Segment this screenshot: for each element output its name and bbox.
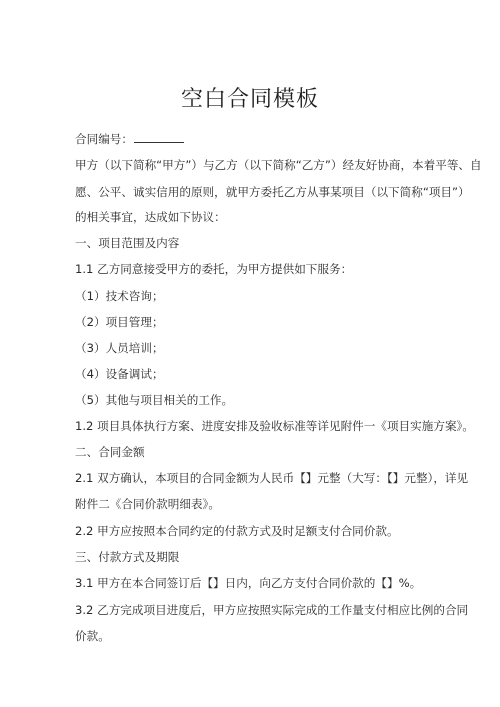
contract-number-line bbox=[75, 131, 435, 147]
list-item: （1）技术咨询； bbox=[75, 289, 164, 303]
list-item: （2）项目管理； bbox=[75, 315, 164, 329]
clause-line: 2.1 双方确认，本项目的合同金额为人民币【】元整（大写：【】元整），详见 bbox=[75, 471, 469, 485]
list-item: （5）其他与项目相关的工作。 bbox=[75, 393, 234, 407]
section-heading: 二、合同金额 bbox=[75, 445, 145, 459]
document-title: 空白合同模板 bbox=[180, 87, 319, 112]
clause-line: 1.2 项目具体执行方案、进度安排及验收标准等详见附件一《项目实施方案》。 bbox=[75, 419, 474, 433]
clause-line: 价款。 bbox=[75, 629, 110, 643]
list-item: （3）人员培训； bbox=[75, 341, 164, 355]
section-heading: 三、付款方式及期限 bbox=[75, 550, 180, 564]
list-item: （4）设备调试； bbox=[75, 367, 164, 381]
clause-line: 2.2 甲方应按照本合同约定的付款方式及时足额支付合同价款。 bbox=[75, 524, 399, 538]
section-heading: 一、项目范围及内容 bbox=[75, 236, 180, 250]
paragraph-line: 甲方（以下简称“甲方”）与乙方（以下简称“乙方”）经友好协商，本着平等、自 bbox=[75, 158, 482, 172]
clause-line: 3.1 甲方在本合同签订后【】日内，向乙方支付合同价款的【】%。 bbox=[75, 576, 422, 590]
clause-line: 附件二《合同价款明细表》。 bbox=[75, 497, 220, 511]
clause-line: 1.1 乙方同意接受甲方的委托，为甲方提供如下服务： bbox=[75, 262, 353, 276]
clause-line: 3.2 乙方完成项目进度后，甲方应按照实际完成的工作量支付相应比例的合同 bbox=[75, 603, 469, 617]
contract-number-label: 合同编号： bbox=[75, 132, 133, 146]
paragraph-line: 愿、公平、诚实信用的原则，就甲方委托乙方从事某项目（以下简称“项目”） bbox=[75, 185, 470, 199]
paragraph-line: 的相关事宜，达成如下协议： bbox=[75, 210, 226, 224]
contract-number-blank bbox=[134, 131, 184, 143]
